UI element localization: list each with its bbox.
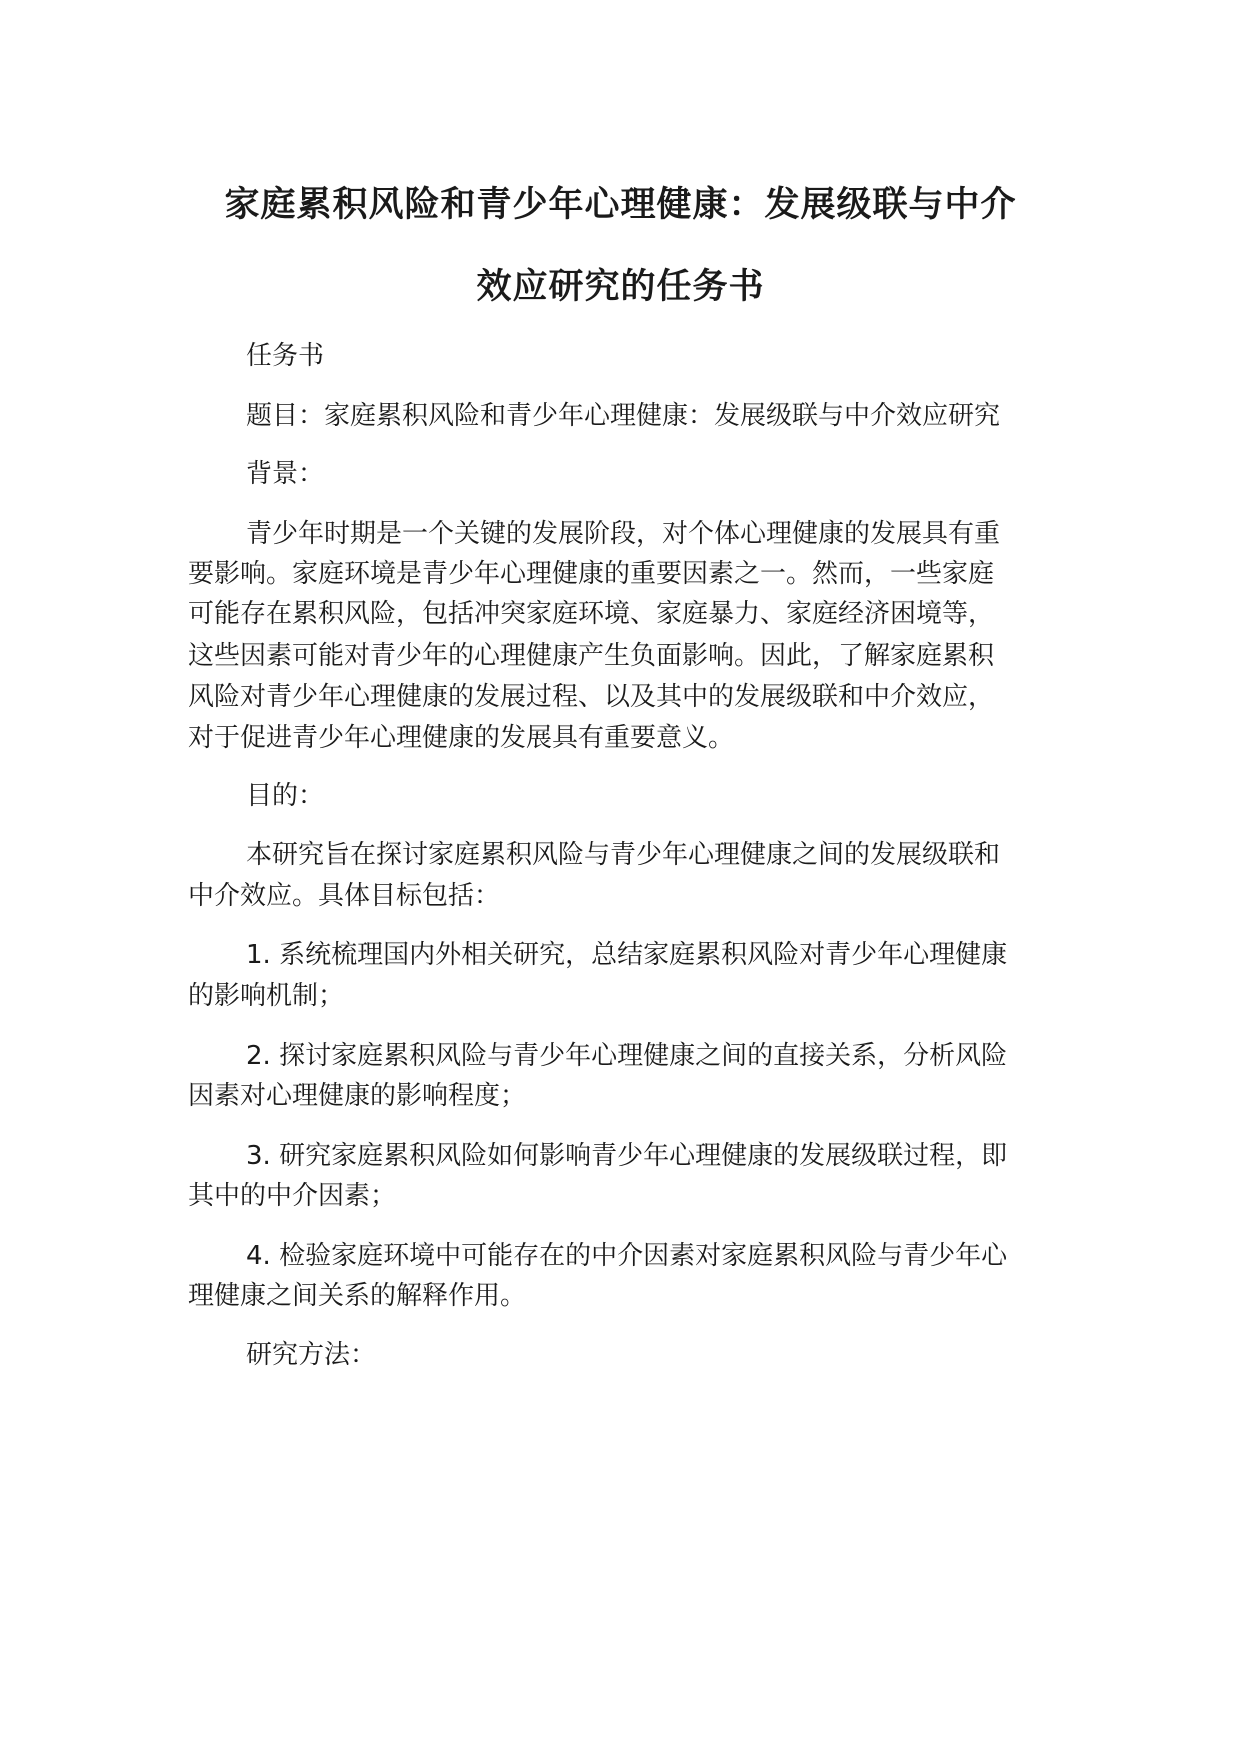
goal-item-2-line-2: 因素对心理健康的影响程度； [188,1081,527,1111]
goal-item-4-line-1: 4. 检验家庭环境中可能存在的中介因素对家庭累积风险与青少年心 [246,1241,1008,1271]
goal-item-1-line-1: 1. 系统梳理国内外相关研究，总结家庭累积风险对青少年心理健康 [246,940,1008,970]
background-heading: 背景： [246,459,325,489]
document-title-line-2: 效应研究的任务书 [476,267,765,307]
goal-item-3-line-1: 3. 研究家庭累积风险如何影响青少年心理健康的发展级联过程，即 [246,1141,1008,1171]
doc-type-label: 任务书 [246,341,325,371]
purpose-heading: 目的： [246,781,325,811]
background-line: 这些因素可能对青少年的心理健康产生负面影响。因此，了解家庭累积 [188,641,995,671]
purpose-line: 中介效应。具体目标包括： [188,881,501,911]
background-line: 要影响。家庭环境是青少年心理健康的重要因素之一。然而，一些家庭 [188,559,995,589]
methods-heading: 研究方法： [246,1340,377,1370]
background-line: 对于促进青少年心理健康的发展具有重要意义。 [188,723,735,753]
goal-item-1-line-2: 的影响机制； [188,981,345,1011]
document-title-line-1: 家庭累积风险和青少年心理健康：发展级联与中介 [224,185,1017,225]
goal-item-2-line-1: 2. 探讨家庭累积风险与青少年心理健康之间的直接关系，分析风险 [246,1041,1008,1071]
purpose-line: 本研究旨在探讨家庭累积风险与青少年心理健康之间的发展级联和 [246,840,1001,870]
goal-item-4-line-2: 理健康之间关系的解释作用。 [188,1281,527,1311]
goal-item-3-line-2: 其中的中介因素； [188,1181,397,1211]
background-line: 风险对青少年心理健康的发展过程、以及其中的发展级联和中介效应， [188,682,995,712]
background-line: 青少年时期是一个关键的发展阶段，对个体心理健康的发展具有重 [246,519,1001,549]
background-line: 可能存在累积风险，包括冲突家庭环境、家庭暴力、家庭经济困境等， [188,599,995,629]
topic-line: 题目：家庭累积风险和青少年心理健康：发展级联与中介效应研究 [246,401,1001,431]
